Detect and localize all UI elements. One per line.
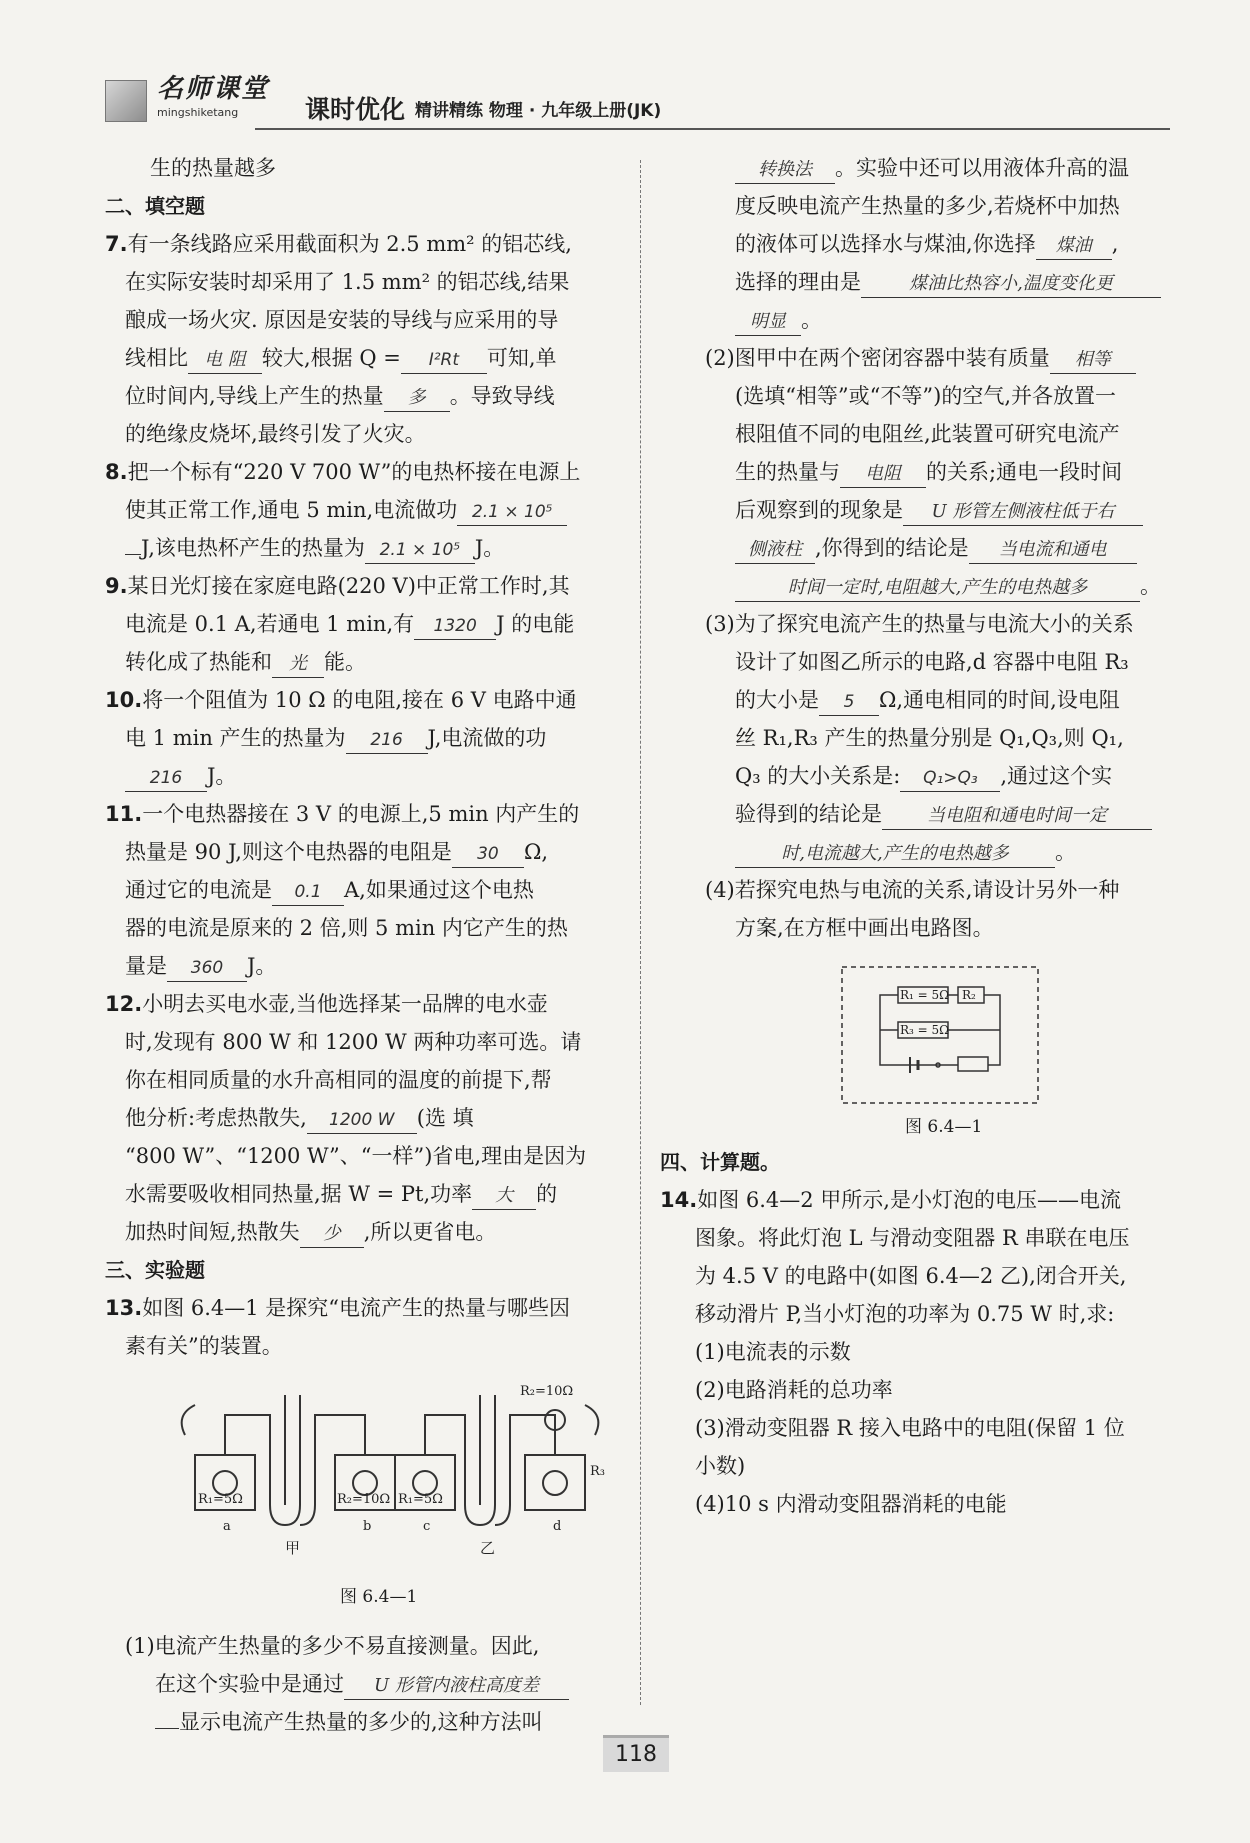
q12-line1: [105, 988, 548, 1020]
label-jia: 甲: [285, 1539, 301, 1557]
q4-line1: (4)若探究电热与电流的关系,请设计另外一种: [705, 878, 1120, 902]
q4-line2: 方案,在方框中画出电路图。: [735, 916, 994, 940]
q14-line1: [660, 1184, 1121, 1216]
q2-answer-2: 电阻: [840, 461, 926, 488]
q10-line2: [125, 722, 546, 754]
header-rule: [255, 128, 1170, 130]
q12-line2: 时,发现有 800 W 和 1200 W 两种功率可选。请: [125, 1030, 582, 1054]
circuit-diagram-box: [840, 965, 1040, 1105]
q2-answer-1: 相等: [1050, 347, 1136, 374]
liquid-choice-answer: 煤油: [1036, 233, 1112, 260]
q13-1-answer-tail: [155, 1728, 179, 1729]
reason-answer-2: 明显: [735, 309, 801, 336]
q14-sub3: (3)滑动变阻器 R 接入电路中的电阻(保留 1 位: [695, 1416, 1125, 1440]
q2-line7: [735, 570, 1161, 602]
q8-answer-2: 2.1 × 10⁵: [365, 537, 475, 564]
q11-text-e: 量是: [125, 954, 167, 978]
q14-line4: 移动滑片 P,当小灯泡的功率为 0.75 W 时,求:: [695, 1302, 1115, 1326]
q3-line6: [735, 798, 1152, 830]
q7-answer-2: I²Rt: [401, 347, 487, 374]
q8-line3: [125, 532, 504, 564]
q7-line2: 在实际安装时却采用了 1.5 mm² 的铝芯线,结果: [125, 270, 570, 294]
r-text-3: 选择的理由是: [735, 270, 861, 294]
reason-answer-1: 煤油比热容小,温度变化更: [861, 271, 1161, 298]
q3-text-f: 。: [1055, 840, 1076, 864]
q12-text-a: 他分析:考虑热散失,: [125, 1106, 307, 1130]
q3-line3: [735, 684, 1120, 716]
q14-sub4: (4)10 s 内滑动变阻器消耗的电能: [695, 1492, 1007, 1516]
q13-1-line3: [155, 1706, 543, 1738]
q11-answer-1: 30: [452, 841, 524, 868]
q10-text-a: 电 1 min 产生的热量为: [125, 726, 346, 750]
q8-text-c: J。: [474, 536, 505, 560]
q12-text-c: 水需要吸收相同热量,据 W = Pt,功率: [125, 1182, 473, 1206]
q11-text: 一个电热器接在 3 V 的电源上,5 min 内产生的: [142, 802, 580, 826]
q7-line1: [105, 228, 572, 260]
q9-text-b: J 的电能: [496, 612, 575, 636]
q7-number: 7.: [105, 232, 128, 256]
q8-line2: [125, 494, 567, 526]
label-r2: R₂=10Ω: [337, 1492, 391, 1507]
q2-answer-3a: U 形管左侧液柱低于右: [903, 499, 1143, 526]
page-number: 118: [603, 1735, 669, 1772]
q11-number: 11.: [105, 802, 143, 826]
circuit-label-r2: R₂: [962, 988, 976, 1002]
q11-text-d: A,如果通过这个电热: [344, 878, 534, 902]
q9-line1: [105, 570, 570, 602]
q2-text-e: ,你得到的结论是: [815, 536, 969, 560]
q11-text-b: Ω,: [523, 840, 549, 864]
q2-answer-3b: 侧液柱: [735, 537, 815, 564]
label-r2-top: R₂=10Ω: [520, 1384, 574, 1399]
q10-answer-2: 216: [125, 765, 207, 792]
q2-text-f: 。: [1140, 574, 1161, 598]
q7-answer-3: 多: [384, 385, 450, 412]
label-r1b: R₁=5Ω: [398, 1492, 443, 1507]
q13-1-answer-1: U 形管内液柱高度差: [344, 1673, 569, 1700]
q13-1-line2: [155, 1668, 569, 1700]
q13-1-text-b: 显示电流产生热量的多少的,这种方法叫: [179, 1710, 543, 1734]
q2-answer-4a: 当电流和通电: [969, 537, 1137, 564]
circuit-label-r1: R₁ = 5Ω: [900, 988, 950, 1002]
r-line1: 度反映电流产生热量的多少,若烧杯中加热: [735, 194, 1120, 218]
q10-line3: [125, 760, 236, 792]
q12-answer-1: 1200 W: [307, 1107, 417, 1134]
q2-line5: [735, 494, 1143, 526]
q3-text-a: 的大小是: [735, 688, 819, 712]
q2-text-d: 后观察到的现象是: [735, 498, 903, 522]
q10-line1: [105, 684, 577, 716]
q3-line7: [735, 836, 1076, 868]
q13-1-line1: (1)电流产生热量的多少不易直接测量。因此,: [125, 1634, 540, 1658]
q2-line1: [705, 342, 1136, 374]
q14-line2: 图象。将此灯泡 L 与滑动变阻器 R 串联在电压: [695, 1226, 1130, 1250]
q3-text-e: 验得到的结论是: [735, 802, 882, 826]
q2-line2: (选填“相等”或“不等”)的空气,并各放置一: [735, 384, 1117, 408]
q3-line5: [735, 760, 1112, 792]
series-title: 课时优化: [305, 95, 406, 124]
q3-answer-3b: 时,电流越大,产生的电热越多: [735, 841, 1055, 868]
carryover-text: 生的热量越多: [150, 156, 276, 180]
page-header: [105, 62, 1170, 132]
q3-text-b: Ω,通电相同的时间,设电阻: [879, 688, 1120, 712]
q9-number: 9.: [105, 574, 128, 598]
r-text-2: 的液体可以选择水与煤油,你选择: [735, 232, 1036, 256]
q10-text-b: J,电流做的功: [427, 726, 547, 750]
section-fill-in: 二、填空题: [105, 194, 205, 218]
q12-line6: [125, 1178, 557, 1210]
q12-answer-2: 大: [472, 1183, 536, 1210]
method-answer: 转换法: [735, 157, 835, 184]
q3-text-d: ,通过这个实: [1000, 764, 1113, 788]
label-c: c: [423, 1519, 431, 1534]
q12-number: 12.: [105, 992, 143, 1016]
q9-text-c: 转化成了热能和: [125, 650, 272, 674]
q3-answer-1: 5: [819, 689, 879, 716]
q12-text-d: 的: [536, 1182, 558, 1206]
q7-text-b: 较大,根据 Q =: [262, 346, 401, 370]
q2-line6: [735, 532, 1137, 564]
q2-line3: 根阻值不同的电阻丝,此装置可研究电流产: [735, 422, 1120, 446]
q12-line3: 你在相同质量的水升高相同的温度的前提下,帮: [125, 1068, 552, 1092]
q8-answer-1: 2.1 × 10⁵: [457, 499, 567, 526]
q8-answer-1-tail: [125, 554, 141, 555]
q10-number: 10.: [105, 688, 143, 712]
q9-line3: [125, 646, 366, 678]
q12-text: 小明去买电水壶,当他选择某一品牌的电水壶: [142, 992, 548, 1016]
container-d: [525, 1455, 585, 1510]
r-text-2b: ,: [1111, 232, 1119, 256]
label-r1: R₁=5Ω: [198, 1492, 243, 1507]
r-line0: [735, 152, 1129, 184]
q11-answer-3: 360: [167, 955, 247, 982]
q13-line2: 素有关”的装置。: [125, 1334, 283, 1358]
q7-answer-1: 电 阻: [188, 347, 262, 374]
r-line2: [735, 228, 1118, 260]
q8-line1: [105, 456, 580, 488]
brand-title: 名师课堂: [157, 74, 270, 104]
q7-text-a: 线相比: [125, 346, 188, 370]
q3-line4: 丝 R₁,R₃ 产生的热量分别是 Q₁,Q₃,则 Q₁,: [735, 726, 1124, 750]
q11-line1: [105, 798, 579, 830]
q14-sub1: (1)电流表的示数: [695, 1340, 851, 1364]
q13-1-text-a: 在这个实验中是通过: [155, 1672, 344, 1696]
q7-text-e: 。导致导线: [449, 384, 555, 408]
q11-text-c: 通过它的电流是: [125, 878, 272, 902]
q3-answer-3a: 当电阻和通电时间一定: [882, 803, 1152, 830]
label-r3: R₃: [590, 1464, 605, 1479]
q11-text-f: J。: [247, 954, 277, 978]
q11-text-a: 热量是 90 J,则这个电热器的电阻是: [125, 840, 452, 864]
q14-sub3b: 小数): [695, 1454, 746, 1478]
brand-pinyin: mingshiketang: [157, 106, 239, 119]
q14-line3: 为 4.5 V 的电路中(如图 6.4—2 乙),闭合开关,: [695, 1264, 1127, 1288]
coil-d: [543, 1471, 567, 1495]
u-tube-left-b: [300, 1415, 365, 1525]
q11-answer-2: 0.1: [272, 879, 344, 906]
q14-text: 如图 6.4—2 甲所示,是小灯泡的电压——电流: [697, 1188, 1121, 1212]
q11-line4: 器的电流是原来的 2 倍,则 5 min 内它产生的热: [125, 916, 568, 940]
q9-text-d: 能。: [324, 650, 366, 674]
figure-caption-6-4-1: 图 6.4—1: [340, 1587, 418, 1607]
q7-line5: [125, 380, 555, 412]
q7-text-d: 位时间内,导线上产生的热量: [125, 384, 384, 408]
q8-text-b: J,该电热杯产生的热量为: [141, 536, 365, 560]
q10-text-c: J。: [207, 764, 237, 788]
q9-text: 某日光灯接在家庭电路(220 V)中正常工作时,其: [127, 574, 570, 598]
q12-line4: [125, 1102, 474, 1134]
r-text-4: 。: [801, 308, 822, 332]
label-d: d: [553, 1519, 562, 1534]
q9-line2: [125, 608, 574, 640]
apparatus-figure: [165, 1375, 605, 1557]
q3-text-c: Q₃ 的大小关系是:: [735, 764, 901, 788]
q3-line2: 设计了如图乙所示的电路,d 容器中电阻 R₃: [735, 650, 1129, 674]
q13-number: 13.: [105, 1296, 143, 1320]
rheostat: [958, 1057, 988, 1071]
q9-answer-1: 1320: [414, 613, 496, 640]
q11-line3: [125, 874, 534, 906]
label-yi: 乙: [480, 1539, 496, 1557]
q11-line5: [125, 950, 276, 982]
q11-line2: [125, 836, 548, 868]
q13-text: 如图 6.4—1 是探究“电流产生的热量与哪些因: [142, 1296, 571, 1320]
q8-text-a: 使其正常工作,通电 5 min,电流做功: [125, 498, 458, 522]
q2-text-c: 的关系;通电一段时间: [926, 460, 1123, 484]
q7-line3: 酿成一场火灾. 原因是安装的导线与应采用的导: [125, 308, 559, 332]
q13-line1: [105, 1292, 570, 1324]
r-text-0: 。实验中还可以用液体升高的温: [835, 156, 1129, 180]
q8-number: 8.: [105, 460, 128, 484]
q12-line5: “800 W”、“1200 W”、“一样”)省电,理由是因为: [125, 1144, 587, 1168]
section-experiment: 三、实验题: [105, 1258, 205, 1282]
q3-answer-2: Q₁>Q₃: [900, 765, 1000, 792]
circuit-figure-caption: 图 6.4—1: [905, 1117, 983, 1137]
section-calculation: 四、计算题。: [660, 1150, 780, 1174]
q7-text-c: 可知,单: [486, 346, 557, 370]
q12-text-f: ,所以更省电。: [363, 1220, 497, 1244]
q7-line6: 的绝缘皮烧坏,最终引发了火灾。: [125, 422, 426, 446]
q10-answer-1: 216: [346, 727, 428, 754]
q7-text: 有一条线路应采用截面积为 2.5 mm² 的铝芯线,: [127, 232, 572, 256]
q9-answer-2: 光: [272, 651, 324, 678]
column-divider: [640, 160, 641, 1705]
q7-line4: [125, 342, 557, 374]
r-line4: [735, 304, 822, 336]
q12-text-e: 加热时间短,热散失: [125, 1220, 300, 1244]
logo-cube-icon: [105, 80, 147, 122]
circuit-label-r3: R₃ = 5Ω: [900, 1023, 950, 1037]
q12-text-b: (选 填: [416, 1106, 474, 1130]
q12-answer-3: 少: [300, 1221, 364, 1248]
q10-text: 将一个阻值为 10 Ω 的电阻,接在 6 V 电路中通: [142, 688, 577, 712]
label-b: b: [363, 1519, 372, 1534]
q8-text: 把一个标有“220 V 700 W”的电热杯接在电源上: [127, 460, 581, 484]
lead-wires: [182, 1405, 599, 1435]
q9-text-a: 电流是 0.1 A,若通电 1 min,有: [125, 612, 415, 636]
q2-answer-4b: 时间一定时,电阻越大,产生的电热越多: [735, 575, 1140, 602]
q2-text-a: (2)图甲中在两个密闭容器中装有质量: [705, 346, 1050, 370]
r-line3: [735, 266, 1161, 298]
q2-text-b: 生的热量与: [735, 460, 840, 484]
q14-sub2: (2)电路消耗的总功率: [695, 1378, 893, 1402]
q14-number: 14.: [660, 1188, 698, 1212]
q2-line4: [735, 456, 1122, 488]
q3-line1: (3)为了探究电流产生的热量与电流大小的关系: [705, 612, 1134, 636]
book-subtitle: 精讲精练 物理 · 九年级上册(JK): [415, 101, 662, 121]
q12-line7: [125, 1216, 496, 1248]
label-a: a: [223, 1519, 231, 1534]
